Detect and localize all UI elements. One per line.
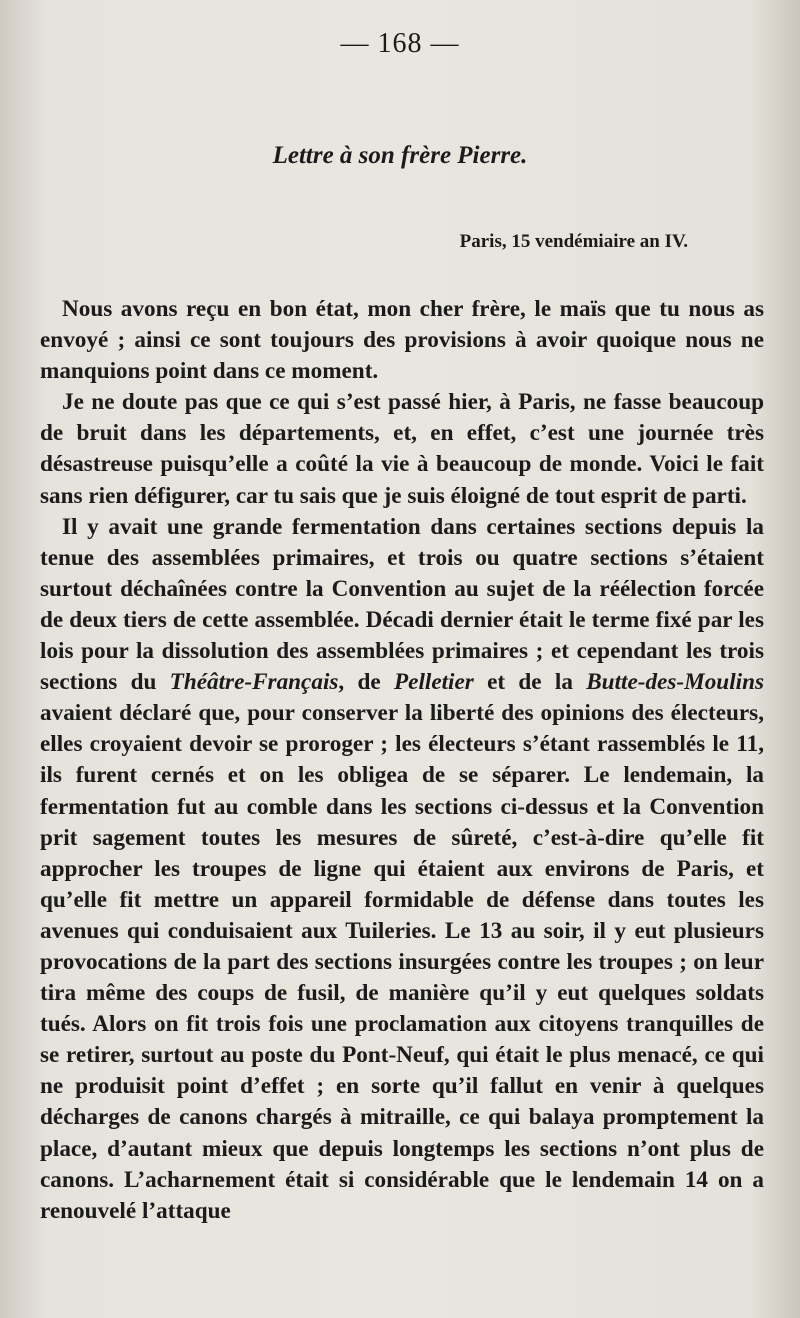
letter-title: Lettre à son frère Pierre.: [272, 142, 528, 169]
text-run: et de la: [473, 669, 587, 696]
italic-text: Pelletier: [393, 669, 474, 696]
dateline: Paris, 15 vendémiaire an IV.: [459, 231, 688, 252]
paragraph: [40, 294, 764, 387]
text-run: Il y avait une grande fermentation dans certaines sections depuis la tenue des assemblées primaires, et trois ou quatre sections s’étaient surtout déchaînées contre la Convention au sujet de la réélection forcée de deux tiers de cette assemblée. Décadi dernier était le terme fixé par les lois pour la dissolution des assemblées primaires ; et cependant les trois sections du: [40, 513, 764, 696]
letter-body: [40, 294, 764, 1227]
text-run: Nous avons reçu en bon état, mon cher frère, le maïs que tu nous as envoyé ; ainsi ce sont toujours des provisions à avoir quoique nous ne manquions point dans ce moment.: [40, 296, 764, 385]
text-run: , de: [338, 669, 394, 696]
italic-text: Butte-des-Moulins: [586, 669, 765, 696]
text-run: avaient déclaré que, pour conserver la liberté des opinions des électeurs, elles croyaient devoir se proroger ; les électeurs s’étant rassemblés le 11, ils furent cernés et on les obligea de se séparer. Le lendemain, la fermentation fut au comble dans les sections ci-dessus et la Convention prit sagement toutes les mesures de sûreté, c’est-à-dire qu’elle fit approcher les troupes de ligne qui étaient aux environs de Paris, et qu’elle fit mettre un appareil formidable de défense dans toutes les avenues qui conduisaient aux Tuileries. Le 13 au soir, il y eut plusieurs provocations de la part des sections insurgées contre les troupes ; on leur tira même des coups de fusil, de manière qu’il y eut quelques soldats tués. Alors on fit trois fois une proclamation aux citoyens tranquilles de se retirer, surtout au poste du Pont-Neuf, qui était le plus menacé, ce qui ne produisit point d’effet ; en sorte qu’il fallut en venir à quelques décharges de canons chargés à mitraille, ce qui balaya promptement la place, d’autant mieux que depuis longtemps les sections n’ont plus de canons. L’acharnement était si considérable que le lendemain 14 on a renouvelé l’attaque: [40, 700, 764, 1224]
page-number: — 168 —: [340, 28, 460, 59]
paragraph: [40, 512, 764, 1227]
paragraph: [40, 387, 764, 511]
italic-text: Théâtre-Français: [169, 669, 339, 696]
text-run: Je ne doute pas que ce qui s’est passé hier, à Paris, ne fasse beaucoup de bruit dans les départements, et, en effet, c’est une journée très désastreuse puisqu’elle a coûté la vie à beaucoup de monde. Voici le fait sans rien défigurer, car tu sais que je suis éloigné de tout esprit de parti.: [40, 389, 764, 509]
